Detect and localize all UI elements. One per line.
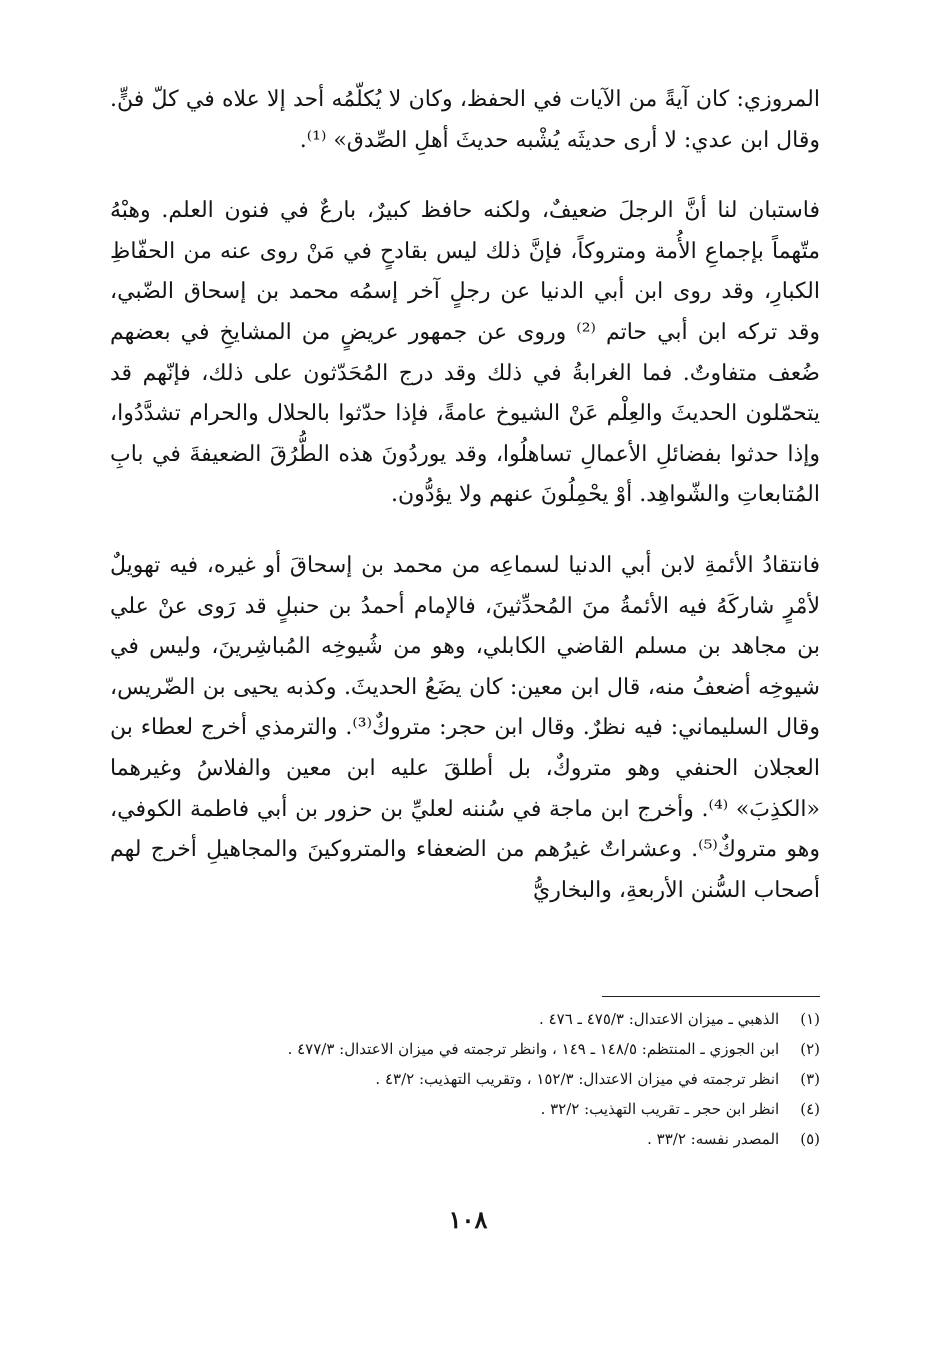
- footnote-number: (٢): [800, 1040, 820, 1058]
- footnote-text: ابن الجوزي ـ المنتظم: ١٤٨/٥ ـ ١٤٩ ، وانظر ترجمته في ميزان الاعتدال: ٤٧٧/٣ .: [287, 1040, 780, 1058]
- footnote-number: (٥): [800, 1130, 820, 1148]
- footnote-3: [120, 1064, 820, 1094]
- footnote-text: الذهبي ـ ميزان الاعتدال: ٤٧٥/٣ ـ ٤٧٦ .: [539, 1010, 780, 1028]
- body-paragraph-1: المروزي: كان آيةً من الآيات في الحفظ، وكان لا يُكلّمُه أحد إلا علاه في كلّ فنٍّ. وقال ابن عدي: لا أرى حديثَه يُشْبه حديثَ أهلِ الصِّدق» ⁽¹⁾.: [110, 87, 820, 153]
- footnote-separator: [602, 996, 820, 997]
- footnote-5: [120, 1124, 820, 1154]
- footnote-number: (١): [800, 1010, 820, 1028]
- body-paragraph-2: فاستبان لنا أنَّ الرجلَ ضعيفٌ، ولكنه حافظ كبيرٌ، بارعٌ في فنون العلم. وهبْهُ متّهماً بإجماعِ الأُمة ومتروكاً، فإنَّ ذلك ليس بقادحٍ في مَنْ روى عنه من الحفّاظِ الكبارِ، وقد روى ابن أبي الدنيا عن رجلٍ آخر إسمُه محمد بن إسحاق الضّبي، وقد تركه ابن أبي حاتم ⁽²⁾ وروى عن جمهور عريضٍ من المشايخِ في بعضهم ضُعف متفاوتٌ. فما الغرابةُ في ذلك وقد درج المُحَدّثون على ذلك، فإنّهم قد يتحمّلون الحديثَ والعِلْم عَنْ الشيوخ عامةً، فإذا حدّثوا بالحلال والحرام تشدَّدُوا، وإذا حدثوا بفضائلِ الأعمالِ تساهلُوا، وقد يوردُونَ هذه الطُّرُقَ الضعيفةَ في بابِ المُتابعاتِ والشّواهِد. أوْ يحْمِلُونَ عنهم ولا يؤدُّون.: [110, 198, 820, 508]
- footnote-2: [120, 1034, 820, 1064]
- body-paragraph-3: فانتقادُ الأئمةِ لابن أبي الدنيا لسماعِه من محمد بن إسحاقَ أو غيره، فيه تهويلٌ لأمْرٍ شاركَهُ فيه الأئمةُ منَ المُحدِّثينَ، فالإمام أحمدُ بن حنبلٍ قد رَوى عنْ علي بن مجاهد بن مسلم القاضي الكابلي، وهو من شُيوخِه المُباشِرينَ، وليس في شيوخِه أضعفُ منه، قال ابن معين: كان يضَعُ الحديثَ. وكذبه يحيى بن الضّريس، وقال السليماني: فيه نظرٌ. وقال ابن حجر: متروكٌ⁽³⁾. والترمذي أخرج لعطاء بن العجلان الحنفي وهو متروكٌ، بل أطلقَ عليه ابن معين والفلاسُ وغيرهما «الكذِبَ» ⁽⁴⁾. وأخرج ابن ماجة في سُننه لعليِّ بن حزور بن أبي فاطمة الكوفي، وهو متروكٌ⁽⁵⁾. وعشراتٌ غيرُهم من الضعفاء والمتروكينَ والمجاهيلِ أخرج لهم أصحاب السُّنن الأربعةِ، والبخاريُّ: [110, 552, 820, 903]
- footnote-number: (٣): [800, 1070, 820, 1088]
- footnote-text: انظر ترجمته في ميزان الاعتدال: ١٥٢/٣ ، وتقريب التهذيب: ٤٣/٢ .: [375, 1070, 780, 1088]
- footnote-1: [120, 1004, 820, 1034]
- footnotes: [120, 1004, 820, 1154]
- footnote-text: المصدر نفسه: ٣٣/٢ .: [647, 1130, 780, 1148]
- footnote-text: انظر ابن حجر ـ تقريب التهذيب: ٣٢/٢ .: [540, 1100, 780, 1118]
- page-number: ١٠٨: [448, 1205, 488, 1234]
- footnote-4: [120, 1094, 820, 1124]
- footnote-number: (٤): [800, 1100, 820, 1118]
- page-body: [110, 80, 820, 911]
